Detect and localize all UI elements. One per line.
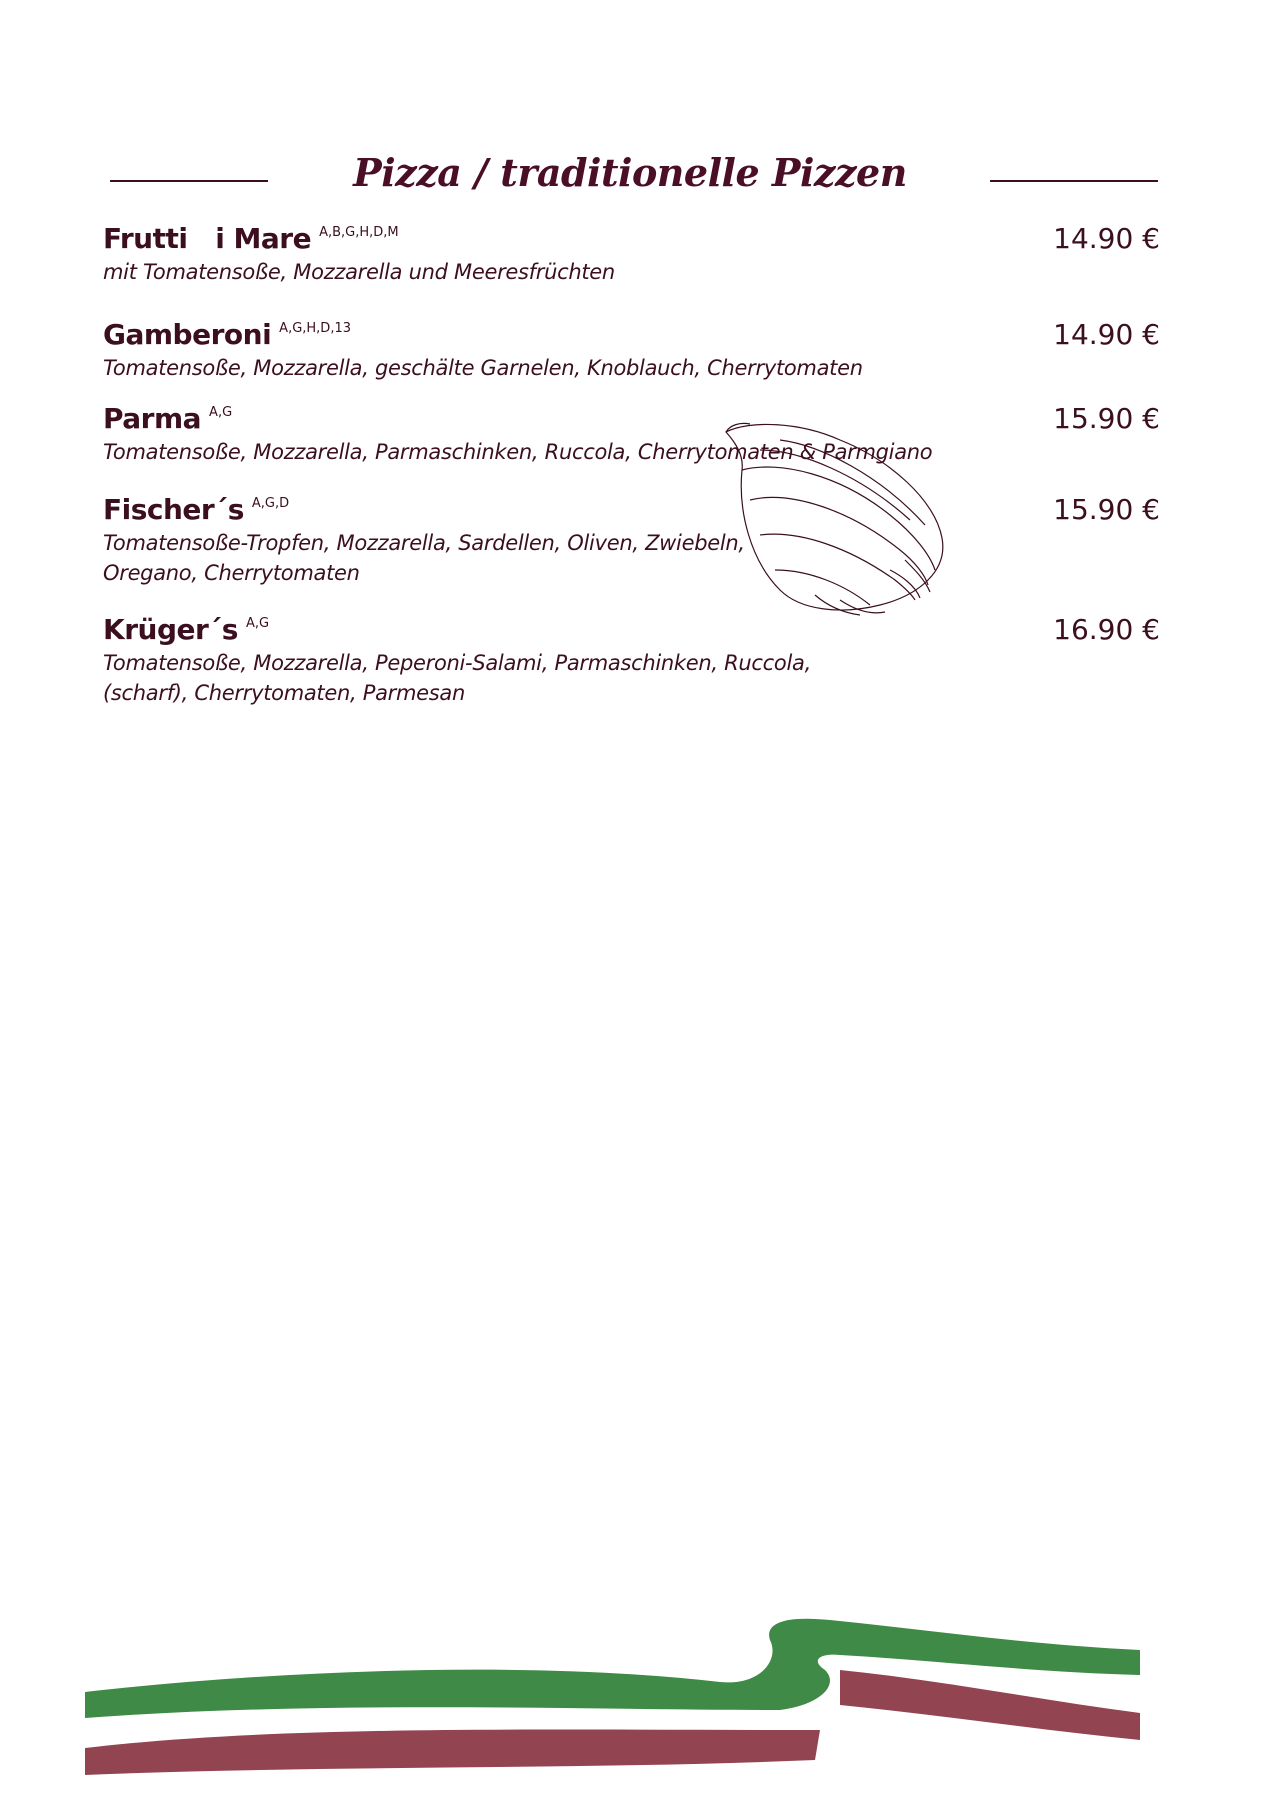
item-allergens: A,G: [245, 616, 270, 631]
italian-flag-ribbon: [80, 1600, 1140, 1780]
item-price: 16.90 €: [1053, 613, 1160, 646]
item-price: 14.90 €: [1053, 222, 1160, 255]
item-name: Gamberoni: [103, 318, 272, 351]
item-allergens: A,G: [209, 405, 233, 420]
title-rule-right: [990, 180, 1158, 182]
onion-sketch-icon: [720, 420, 960, 630]
item-price: 15.90 €: [1053, 402, 1160, 435]
item-description: Tomatensoße, Mozzarella, Peperoni-Salami, Parmaschinken, Ruccola, (scharf), Cherrytomaten, Parmesan: [103, 651, 811, 705]
item-description: mit Tomatensoße, Mozzarella und Meeresfrüchten: [103, 260, 615, 284]
menu-item: [103, 493, 763, 588]
item-price: 15.90 €: [1053, 493, 1160, 526]
item-name: Frutti i Mare: [103, 222, 312, 255]
item-allergens: A,G,H,D,13: [279, 321, 351, 336]
item-name: Fischer´s: [103, 493, 244, 526]
item-name: Parma: [103, 402, 202, 435]
title-rule-left: [110, 180, 268, 182]
menu-item: [103, 318, 1003, 383]
item-allergens: A,B,G,H,D,M: [319, 225, 399, 240]
menu-item: [103, 222, 1003, 287]
item-description: Tomatensoße, Mozzarella, Parmaschinken, Ruccola, Cherrytomaten & Parmgiano: [103, 440, 933, 464]
item-description: Tomatensoße, Mozzarella, geschälte Garnelen, Knoblauch, Cherrytomaten: [103, 356, 863, 380]
item-allergens: A,G,D: [251, 496, 290, 511]
item-name: Krüger´s: [103, 613, 238, 646]
item-price: 14.90 €: [1053, 318, 1160, 351]
item-description: Tomatensoße-Tropfen, Mozzarella, Sardellen, Oliven, Zwiebeln, Oregano, Cherrytomaten: [103, 531, 745, 585]
menu-title: Pizza / traditionelle Pizzen: [353, 150, 907, 195]
